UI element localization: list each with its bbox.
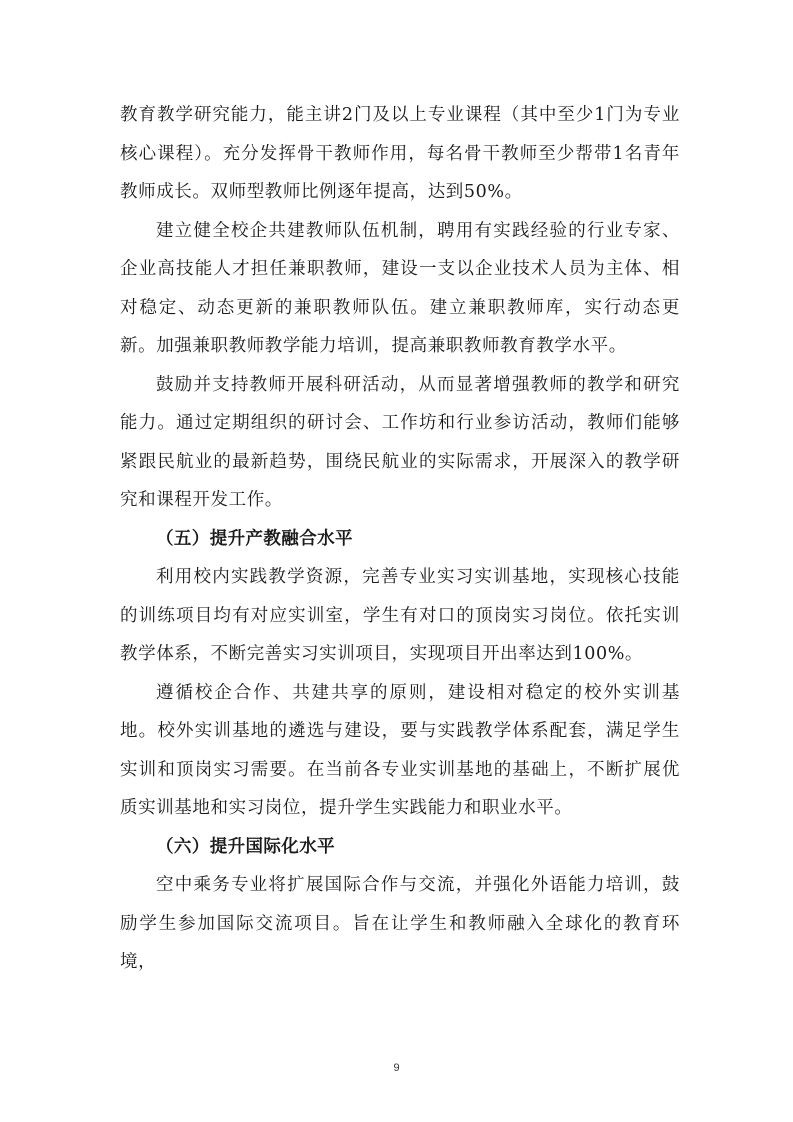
paragraph-part-time-teachers: 建立健全校企共建教师队伍机制，聘用有实践经验的行业专家、企业高技能人才担任兼职教师，建设一支以企业技术人员为主体、相对稳定、动态更新的兼职教师队伍。建立兼职教师库，实行动态更新。加强兼职教师教学能力培训，提高兼职教师教育教学水平。	[120, 220, 680, 356]
paragraph-on-campus-training: 利用校内实践教学资源，完善专业实习实训基地，实现核心技能的训练项目均有对应实训室，学生有对口的顶岗实习岗位。依托实训教学体系，不断完善实习实训项目，实现项目开出率达到100%。	[120, 567, 680, 664]
section-heading-industry-education: （五）提升产教融合水平	[156, 528, 353, 549]
paragraph-off-campus-training: 遵循校企合作、共建共享的原则，建设相对稳定的校外实训基地。校外实训基地的遴选与建设，要与实践教学体系配套，满足学生实训和顶岗实习需要。在当前各专业实训基地的基础上，不断扩展优质实训基地和实习岗位，提升学生实践能力和职业水平。	[120, 682, 680, 818]
section-heading-internationalization: （六）提升国际化水平	[156, 836, 335, 857]
page-number: 9	[393, 1062, 400, 1074]
paragraph-international-exchange: 空中乘务专业将扩展国际合作与交流，并强化外语能力培训，鼓励学生参加国际交流项目。旨在让学生和教师融入全球化的教育环境，	[120, 875, 680, 972]
document-body	[120, 96, 680, 982]
paragraph-teacher-research: 教育教学研究能力，能主讲2门及以上专业课程（其中至少1门为专业核心课程）。充分发挥骨干教师作用，每名骨干教师至少帮带1名青年教师成长。双师型教师比例逐年提高，达到50%。	[120, 105, 680, 202]
paragraph-research-activities: 鼓励并支持教师开展科研活动，从而显著增强教师的教学和研究能力。通过定期组织的研讨会、工作坊和行业参访活动，教师们能够紧跟民航业的最新趋势，围绕民航业的实际需求，开展深入的教学研究和课程开发工作。	[120, 374, 680, 510]
